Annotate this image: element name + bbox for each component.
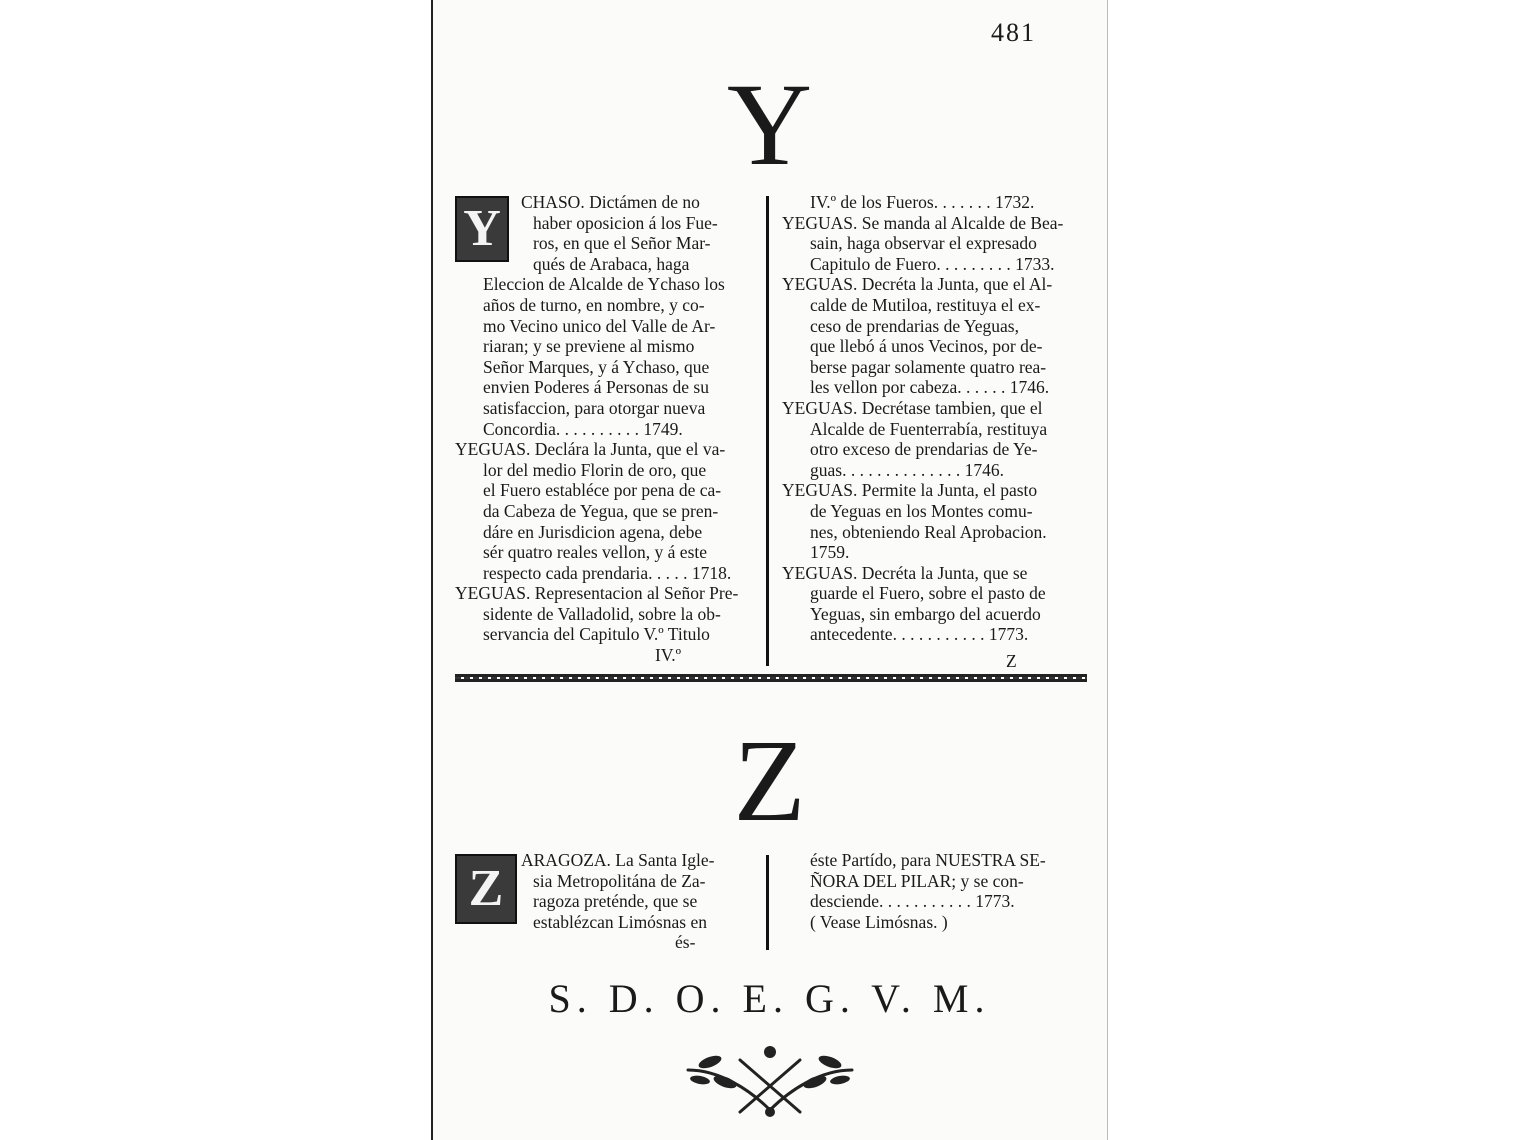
text-line: lor del medio Florin de oro, que [483,459,707,480]
text-line: ( Vease Limósnas. ) [810,911,948,932]
text-line: respecto cada prendaria. . . . . 1718. [483,562,732,583]
text-line: sér quatro reales vellon, y á este [483,542,708,563]
text-line: ÑORA DEL PILAR; y se con- [810,870,1024,891]
page-number: 481 [991,18,1036,47]
text-line: sain, haga observar el expresado [810,233,1037,254]
text-line: que llebó á unos Vecinos, por de- [810,336,1043,357]
text-line: guarde el Fuero, sobre el pasto de [810,583,1046,604]
closing-motto: S. D. O. E. G. V. M. [548,976,991,1021]
z-left-column [455,850,762,953]
z-right-column [810,850,1087,932]
column-divider [766,196,769,666]
text-line: Concordia. . . . . . . . . . 1749. [483,418,683,439]
text-line: ceso de prendarias de Yeguas, [810,315,1019,336]
text-line: riaran; y se previene al mismo [483,336,695,357]
text-line: guas. . . . . . . . . . . . . . 1746. [810,459,1004,480]
text-line: CHASO. Dictámen de no [521,192,700,212]
section-separator [455,674,1087,682]
text-line: sia Metropolitána de Za- [533,870,706,891]
text-line: el Fuero establéce por pena de ca- [483,480,722,501]
text-line: éste Partído, para NUESTRA SE- [810,850,1046,870]
text-line: establézcan Limósnas en [533,911,707,932]
text-line: Capitulo de Fuero. . . . . . . . . 1733. [810,253,1055,274]
text-line: da Cabeza de Yegua, que se pren- [483,500,719,521]
text-line: nes, obteniendo Real Aprobacion. 1759. [810,521,1047,563]
text-line: calde de Mutiloa, restituya el ex- [810,294,1041,315]
text-line: Eleccion de Alcalde de Ychaso los [483,274,725,295]
text-line: YEGUAS. Permite la Junta, el pasto [782,480,1038,501]
text-line: Señor Marques, y á Ychaso, que [483,356,710,377]
text-line: YEGUAS. Declára la Junta, que el va- [455,439,726,460]
text-line: ARAGOZA. La Santa Igle- [521,850,715,870]
section-heading-z: Z [733,715,806,846]
text-line: desciende. . . . . . . . . . . 1773. [810,891,1015,912]
section-heading-y: Y [726,59,813,190]
y-left-column [455,192,762,666]
text-line: Alcalde de Fuenterrabía, restituya [810,418,1048,439]
drop-cap-letter: Y [463,200,501,257]
text-line: satisfaccion, para otorgar nueva [483,397,706,418]
text-line: berse pagar solamente quatro rea- [810,356,1047,377]
text-line: ragoza preténde, que se [533,891,698,912]
text-line: YEGUAS. Se manda al Alcalde de Bea- [782,212,1064,233]
text-line: de Yeguas en los Montes comu- [810,500,1033,521]
text-line: antecedente. . . . . . . . . . . 1773. [810,624,1029,645]
text-line: sidente de Valladolid, sobre la ob- [483,603,721,624]
text-line: otro exceso de prendarias de Ye- [810,439,1038,460]
text-line: IV.º de los Fueros. . . . . . . 1732. [810,192,1035,212]
column-divider [766,855,769,950]
text-line: envien Poderes á Personas de su [483,377,709,398]
text-line: les vellon por cabeza. . . . . . 1746. [810,377,1050,398]
catchword: és- [675,932,696,953]
text-line: mo Vecino unico del Valle de Ar- [483,315,716,336]
catchword: IV.º [655,645,682,666]
text-line: YEGUAS. Decrétase tambien, que el [782,397,1043,418]
drop-cap-letter: Z [468,860,504,917]
catchword: Z [1006,651,1017,672]
text-line: YEGUAS. Decréta la Junta, que el Al- [782,274,1053,295]
floral-ornament-icon [680,1040,860,1120]
text-line: servancia del Capitulo V.º Titulo [483,624,710,645]
text-line: años de turno, en nombre, y co- [483,294,705,315]
text-line: YEGUAS. Representacion al Señor Pre- [455,583,739,604]
text-line: dáre en Jurisdicion agena, debe [483,521,703,542]
text-line: haber oposicion á los Fue- [533,212,718,233]
text-line: qués de Arabaca, haga [533,253,690,274]
y-right-column [782,192,1087,672]
text-line: YEGUAS. Decréta la Junta, que se [782,562,1028,583]
text-line: ros, en que el Señor Mar- [533,233,711,254]
text-line: Yeguas, sin embargo del acuerdo [810,603,1041,624]
